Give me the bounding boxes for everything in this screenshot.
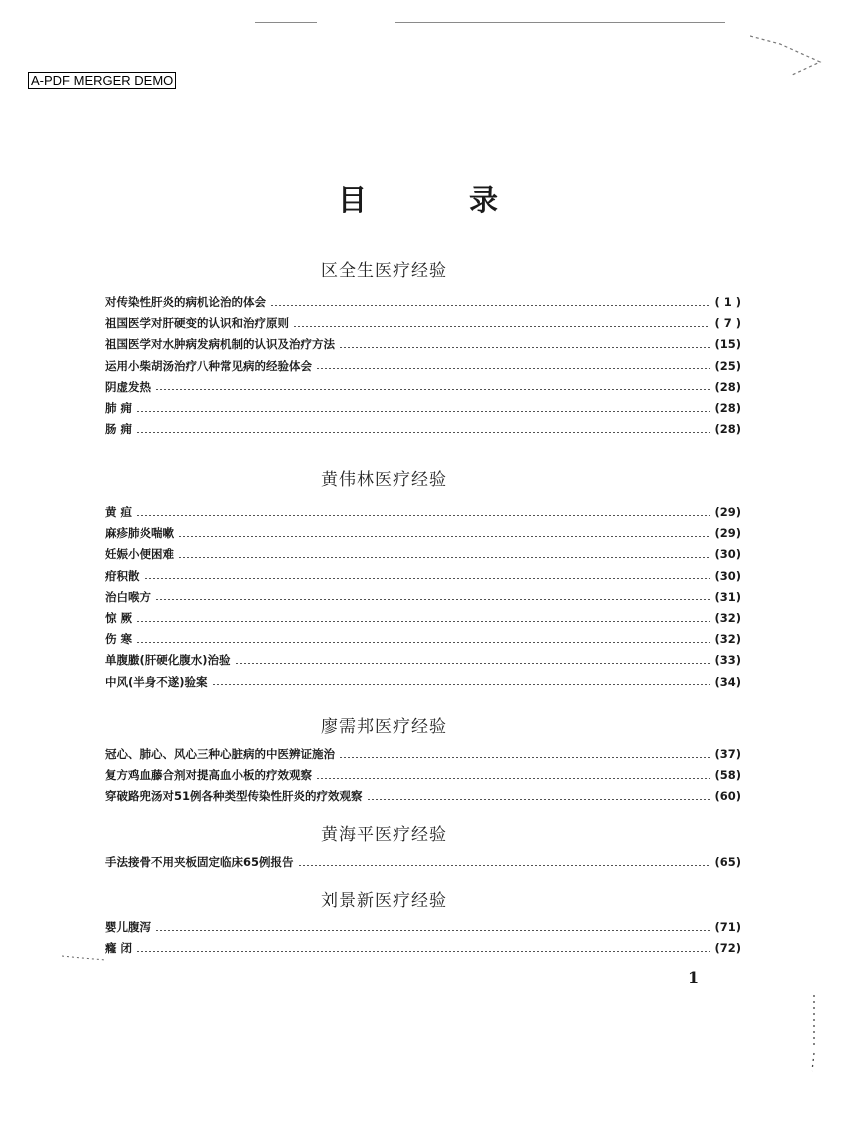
toc-leader-dots — [136, 642, 710, 643]
toc-entry-title: 复方鸡血藤合剂对提高血小板的疗效观察 — [105, 768, 312, 783]
section-heading: 区全生医疗经验 — [321, 261, 447, 281]
toc-entry-title: 肠 痈 — [105, 422, 133, 437]
scan-artifact-right-edge — [808, 995, 820, 1075]
toc-leader-dots — [316, 368, 710, 369]
toc-leader-dots — [298, 865, 711, 866]
toc-entry-page: (60) — [714, 789, 741, 804]
toc-leader-dots — [235, 663, 711, 664]
toc-entry[interactable] — [105, 939, 741, 957]
toc-entry-page: (58) — [714, 768, 741, 783]
section-heading: 廖需邦医疗经验 — [321, 717, 447, 737]
toc-leader-dots — [155, 599, 710, 600]
toc-entry-page: ( 7 ) — [714, 316, 741, 331]
toc-leader-dots — [293, 326, 710, 327]
toc-entry-page: (37) — [714, 747, 741, 761]
toc-entry-title: 治白喉方 — [105, 589, 151, 604]
toc-entry[interactable] — [105, 853, 741, 871]
toc-entry[interactable] — [105, 673, 741, 691]
toc-entry-page: (15) — [714, 337, 741, 352]
toc-entry[interactable] — [105, 420, 741, 438]
toc-leader-dots — [136, 411, 710, 412]
toc-entry[interactable] — [105, 567, 741, 585]
toc-entry-title: 黄 疸 — [105, 505, 133, 519]
toc-entry[interactable] — [105, 588, 741, 606]
toc-entry-title: 单腹臌(肝硬化腹水)治验 — [105, 653, 231, 668]
toc-entry[interactable] — [105, 524, 741, 542]
toc-entry-title: 祖国医学对水肿病发病机制的认识及治疗方法 — [105, 337, 335, 352]
toc-entry-title: 婴儿腹泻 — [105, 920, 151, 934]
toc-leader-dots — [339, 347, 710, 348]
toc-entry-title: 伤 寒 — [105, 632, 133, 647]
watermark: A-PDF MERGER DEMO — [28, 72, 176, 89]
toc-entry-title: 中风(半身不遂)验案 — [105, 674, 208, 689]
scan-artifact-line — [395, 22, 725, 23]
toc-entry-page: (28) — [714, 379, 741, 394]
toc-entry-title: 惊 厥 — [105, 611, 133, 625]
toc-entry-title: 祖国医学对肝硬变的认识和治疗原则 — [105, 316, 289, 331]
toc-leader-dots — [136, 951, 710, 952]
toc-leader-dots — [339, 757, 710, 758]
toc-leader-dots — [367, 799, 711, 800]
toc-entry[interactable] — [105, 503, 741, 521]
section-heading: 黄海平医疗经验 — [321, 825, 447, 845]
toc-entry-page: (34) — [714, 674, 741, 689]
toc-leader-dots — [136, 621, 710, 622]
toc-leader-dots — [136, 432, 710, 433]
toc-entry-page: (29) — [714, 505, 741, 519]
toc-entry-page: (65) — [714, 855, 741, 869]
toc-entry-page: (32) — [714, 632, 741, 647]
toc-entry-title: 妊娠小便困难 — [105, 547, 174, 562]
toc-entry[interactable] — [105, 545, 741, 563]
toc-entry-page: (28) — [714, 422, 741, 437]
toc-entry-title: 阴虚发热 — [105, 379, 151, 394]
toc-entry[interactable] — [105, 293, 741, 311]
toc-entry-page: (33) — [714, 653, 741, 668]
toc-entry-page: (28) — [714, 401, 741, 415]
toc-entry-title: 穿破路兜汤对51例各种类型传染性肝炎的疗效观察 — [105, 789, 363, 804]
toc-entry[interactable] — [105, 630, 741, 648]
toc-entry-page: (30) — [714, 547, 741, 562]
toc-entry[interactable] — [105, 399, 741, 417]
toc-entry-title: 麻疹肺炎喘嗽 — [105, 526, 174, 541]
toc-entry-page: (29) — [714, 526, 741, 541]
toc-leader-dots — [155, 930, 710, 931]
toc-entry[interactable] — [105, 335, 741, 353]
toc-entry[interactable] — [105, 766, 741, 784]
section-heading: 刘景新医疗经验 — [321, 891, 447, 911]
toc-leader-dots — [270, 305, 710, 306]
toc-entry-title: 疳积散 — [105, 568, 140, 583]
scan-artifact-line — [255, 22, 317, 23]
toc-entry[interactable] — [105, 314, 741, 332]
page-title: 目 录 — [337, 183, 545, 217]
toc-entry-title: 肺 痈 — [105, 401, 133, 415]
toc-entry-title: 对传染性肝炎的病机论治的体会 — [105, 295, 266, 309]
toc-leader-dots — [155, 389, 710, 390]
toc-entry[interactable] — [105, 745, 741, 763]
toc-leader-dots — [212, 684, 711, 685]
toc-entry[interactable] — [105, 918, 741, 936]
toc-entry-page: (32) — [714, 611, 741, 625]
toc-leader-dots — [136, 515, 710, 516]
toc-entry[interactable] — [105, 609, 741, 627]
toc-leader-dots — [316, 778, 710, 779]
section-heading: 黄伟林医疗经验 — [321, 470, 447, 490]
toc-entry-title: 手法接骨不用夹板固定临床65例报告 — [105, 855, 294, 869]
toc-entry[interactable] — [105, 651, 741, 669]
toc-leader-dots — [144, 578, 711, 579]
toc-entry-page: (71) — [714, 920, 741, 934]
toc-entry-title: 癃 闭 — [105, 941, 133, 956]
toc-entry[interactable] — [105, 787, 741, 805]
toc-entry-page: (72) — [714, 941, 741, 956]
page-number: 1 — [688, 968, 700, 987]
toc-entry-title: 运用小柴胡汤治疗八种常见病的经验体会 — [105, 358, 312, 373]
toc-entry-title: 冠心、肺心、风心三种心脏病的中医辨证施治 — [105, 747, 335, 761]
toc-leader-dots — [178, 536, 710, 537]
toc-entry-page: ( 1 ) — [714, 295, 741, 309]
toc-entry-page: (30) — [714, 568, 741, 583]
toc-entry-page: (25) — [714, 358, 741, 373]
toc-leader-dots — [178, 557, 710, 558]
toc-entry[interactable] — [105, 378, 741, 396]
scan-artifact-corner — [750, 32, 830, 82]
toc-entry-page: (31) — [714, 589, 741, 604]
toc-entry[interactable] — [105, 357, 741, 375]
